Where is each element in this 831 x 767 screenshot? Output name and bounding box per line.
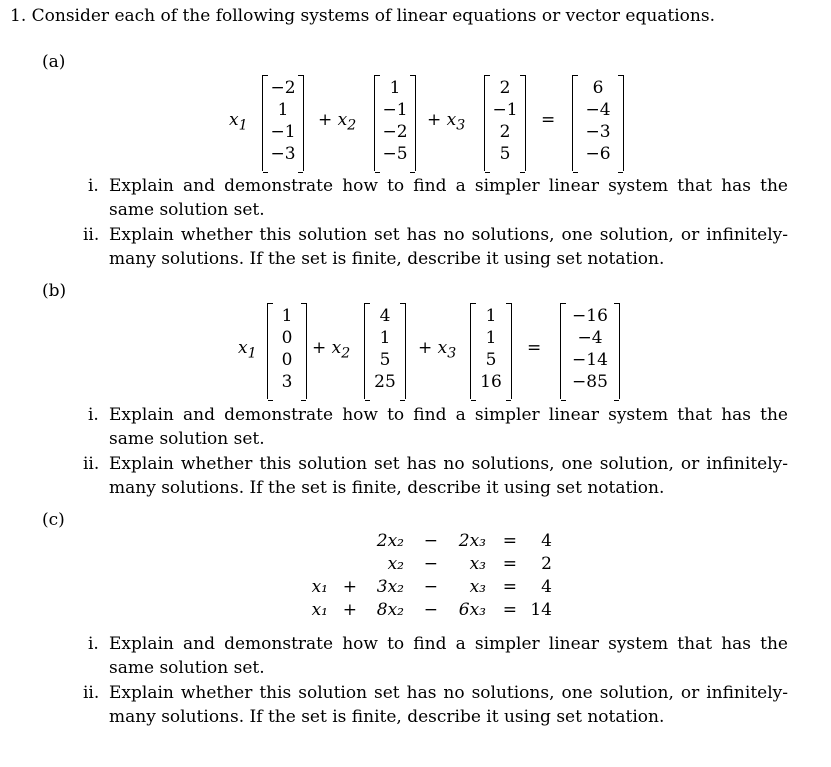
vec-entry: −4 <box>577 328 603 348</box>
vec-entry: −16 <box>572 306 608 326</box>
system-cell: − <box>423 600 438 620</box>
vec-entry: 1 <box>485 328 497 348</box>
system-cell: 6x₃ <box>458 600 486 620</box>
part-b-label: (b) <box>42 281 67 301</box>
part-a-item-ii: ii. Explain whether this solution set has no solutions, one solution, or infinitely-many solutions. If the set is finite, describe it using set notation. <box>83 225 788 269</box>
part-b-vector-1 <box>267 303 307 399</box>
part-b-item-ii: ii. Explain whether this solution set has no solutions, one solution, or infinitely-many solutions. If the set is finite, describe it using set notation. <box>83 454 788 498</box>
vec-entry: 1 <box>379 328 391 348</box>
question-title: 1. Consider each of the following systems of linear equations or vector equations. <box>10 6 715 26</box>
part-b-coef-x1: $x_1$ <box>238 338 257 362</box>
part-a-rhs-vector <box>572 75 624 171</box>
vec-entry: −5 <box>382 144 408 164</box>
system-cell: − <box>423 531 438 551</box>
system-cell: 2x₂ <box>376 531 404 551</box>
system-cell: x₃ <box>469 577 486 597</box>
system-cell: x₃ <box>469 554 486 574</box>
system-cell: = <box>502 554 517 574</box>
vec-entry: 4 <box>379 306 391 326</box>
vec-entry: 5 <box>485 350 497 370</box>
vec-entry: −85 <box>572 372 608 392</box>
system-cell: x₁ <box>311 600 328 620</box>
part-b-equals: = <box>527 338 542 358</box>
vec-entry: −4 <box>585 100 611 120</box>
part-a-coef-x2: + $x_2$ <box>318 110 357 134</box>
vec-entry: 5 <box>379 350 391 370</box>
vec-entry: 5 <box>499 144 511 164</box>
vec-entry: 2 <box>499 122 511 142</box>
system-cell: − <box>423 577 438 597</box>
vec-entry: 0 <box>281 328 293 348</box>
part-b-vector-2 <box>364 303 406 399</box>
part-b-item-i: i. Explain and demonstrate how to find a simpler linear system that has the same solution set. <box>88 405 788 449</box>
part-a-vector-2 <box>374 75 416 171</box>
system-cell: − <box>423 554 438 574</box>
vec-entry: −14 <box>572 350 608 370</box>
part-c-item-i: i. Explain and demonstrate how to find a simpler linear system that has the same solution set. <box>88 634 788 678</box>
system-cell: + <box>342 600 357 620</box>
system-cell: = <box>502 531 517 551</box>
part-a-vector-1 <box>262 75 304 171</box>
vec-entry: −1 <box>270 122 296 142</box>
vec-entry: 0 <box>281 350 293 370</box>
system-cell: = <box>502 600 517 620</box>
system-cell: 14 <box>530 600 552 620</box>
system-cell: 4 <box>541 531 552 551</box>
system-cell: 3x₂ <box>376 577 404 597</box>
system-cell: + <box>342 577 357 597</box>
part-a-coef-x1: $x_1$ <box>229 110 248 134</box>
system-cell: = <box>502 577 517 597</box>
vec-entry: −1 <box>382 100 408 120</box>
vec-entry: −2 <box>270 78 296 98</box>
part-a-vector-3 <box>484 75 526 171</box>
vec-entry: 25 <box>374 372 396 392</box>
part-a-equals: = <box>541 110 556 130</box>
system-cell: 2x₃ <box>458 531 486 551</box>
part-b-vector-3 <box>470 303 512 399</box>
vec-entry: 1 <box>389 78 401 98</box>
system-cell: 4 <box>541 577 552 597</box>
vec-entry: 3 <box>281 372 293 392</box>
vec-entry: 16 <box>480 372 502 392</box>
system-cell: x₁ <box>311 577 328 597</box>
vec-entry: 1 <box>485 306 497 326</box>
system-cell: x₂ <box>387 554 404 574</box>
part-c-label: (c) <box>42 510 65 530</box>
vec-entry: 6 <box>592 78 604 98</box>
vec-entry: −6 <box>585 144 611 164</box>
vec-entry: −2 <box>382 122 408 142</box>
part-b-rhs-vector <box>560 303 620 399</box>
part-a-label: (a) <box>42 52 66 72</box>
vec-entry: 2 <box>499 78 511 98</box>
part-b-coef-x2: + $x_2$ <box>312 338 351 362</box>
part-a-item-i: i. Explain and demonstrate how to find a simpler linear system that has the same solution set. <box>88 176 788 220</box>
part-c-item-ii: ii. Explain whether this solution set has no solutions, one solution, or infinitely-many solutions. If the set is finite, describe it using set notation. <box>83 683 788 727</box>
part-b-coef-x3: + $x_3$ <box>418 338 457 362</box>
system-cell: 2 <box>541 554 552 574</box>
vec-entry: −1 <box>492 100 518 120</box>
vec-entry: 1 <box>277 100 289 120</box>
system-cell: 8x₂ <box>376 600 404 620</box>
vec-entry: −3 <box>585 122 611 142</box>
vec-entry: −3 <box>270 144 296 164</box>
vec-entry: 1 <box>281 306 293 326</box>
part-a-coef-x3: + $x_3$ <box>427 110 466 134</box>
